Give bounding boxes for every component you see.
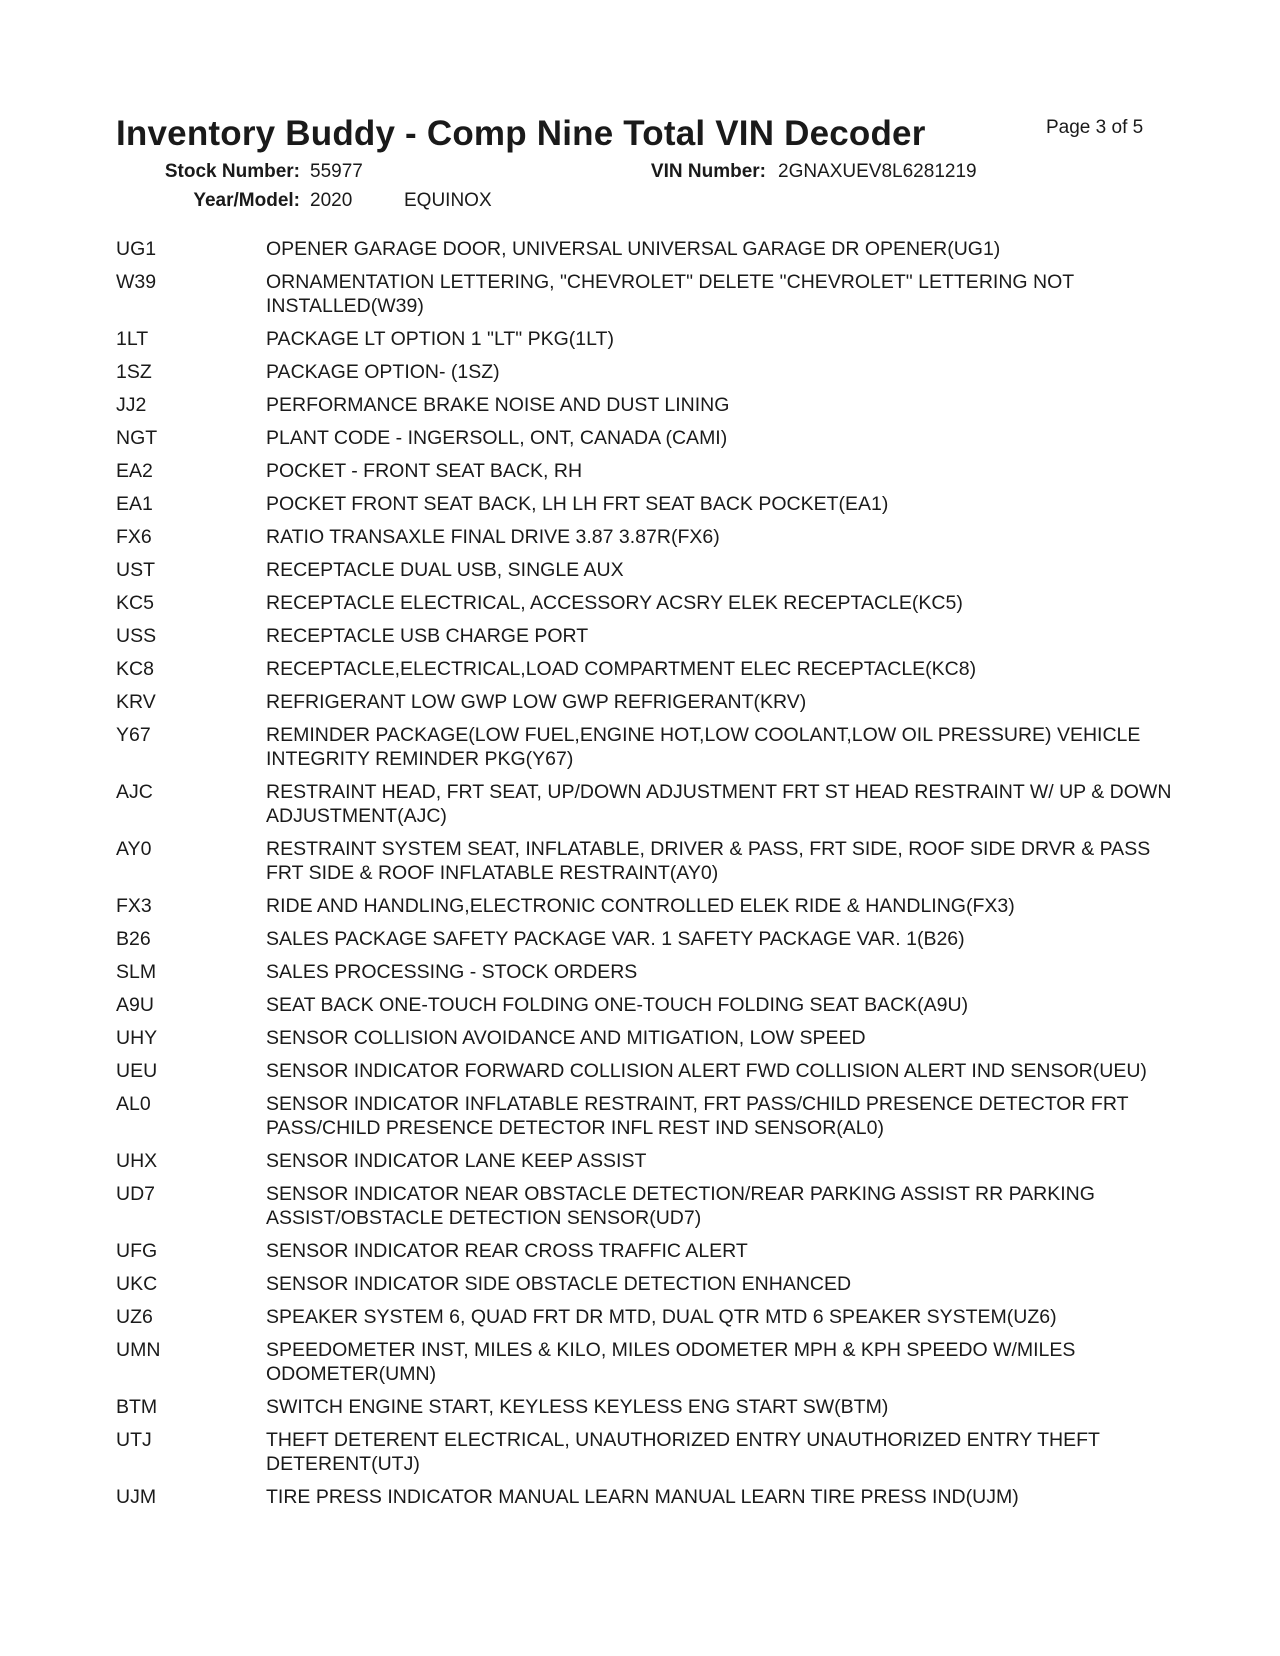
option-code: AL0 xyxy=(116,1093,151,1115)
option-code: UHY xyxy=(116,1027,158,1049)
option-code: SLM xyxy=(116,961,157,983)
option-code: BTM xyxy=(116,1396,158,1418)
option-code: FX6 xyxy=(116,526,152,548)
option-code-row xyxy=(116,657,1176,690)
vin-value: 2GNAXUEV8L6281219 xyxy=(778,161,977,182)
option-description: OPENER GARAGE DOOR, UNIVERSAL UNIVERSAL GARAGE DR OPENER(UG1) xyxy=(266,238,1001,260)
vin-label: VIN Number: xyxy=(650,161,766,182)
option-code-row xyxy=(116,558,1176,591)
option-description: SENSOR INDICATOR INFLATABLE RESTRAINT, FRT PASS/CHILD PRESENCE DETECTOR FRT PASS/CHILD PRESENCE DETECTOR INFL REST IND SENSOR(AL0) xyxy=(266,1093,1129,1139)
option-description: ORNAMENTATION LETTERING, "CHEVROLET" DELETE "CHEVROLET" LETTERING NOT INSTALLED(W39) xyxy=(266,271,1074,317)
option-code-row xyxy=(116,690,1176,723)
option-code: 1SZ xyxy=(116,361,152,383)
option-code-row xyxy=(116,426,1176,459)
option-code-row xyxy=(116,1182,1176,1239)
page-number: Page 3 of 5 xyxy=(1046,117,1144,138)
option-code-row xyxy=(116,1092,1176,1149)
option-code: KC5 xyxy=(116,592,154,614)
option-code: AJC xyxy=(116,781,153,803)
option-code-list xyxy=(116,237,1176,1518)
stock-number-value: 55977 xyxy=(310,161,363,182)
option-description: SALES PROCESSING - STOCK ORDERS xyxy=(266,961,638,983)
option-code-row xyxy=(116,270,1176,327)
option-description: SPEAKER SYSTEM 6, QUAD FRT DR MTD, DUAL QTR MTD 6 SPEAKER SYSTEM(UZ6) xyxy=(266,1306,1057,1328)
option-code-row xyxy=(116,780,1176,837)
option-description: SENSOR INDICATOR NEAR OBSTACLE DETECTION/REAR PARKING ASSIST RR PARKING ASSIST/OBSTACLE DETECTION SENSOR(UD7) xyxy=(266,1183,1095,1229)
option-code-row xyxy=(116,960,1176,993)
option-code-row xyxy=(116,1305,1176,1338)
option-code: EA1 xyxy=(116,493,153,515)
option-description: RECEPTACLE DUAL USB, SINGLE AUX xyxy=(266,559,624,581)
year-model-label: Year/Model: xyxy=(193,190,300,211)
option-description: RECEPTACLE,ELECTRICAL,LOAD COMPARTMENT ELEC RECEPTACLE(KC8) xyxy=(266,658,977,680)
option-description: PACKAGE OPTION- (1SZ) xyxy=(266,361,500,383)
option-description: PERFORMANCE BRAKE NOISE AND DUST LINING xyxy=(266,394,730,416)
option-description: SENSOR COLLISION AVOIDANCE AND MITIGATION, LOW SPEED xyxy=(266,1027,866,1049)
option-description: RESTRAINT HEAD, FRT SEAT, UP/DOWN ADJUSTMENT FRT ST HEAD RESTRAINT W/ UP & DOWN ADJUSTMENT(AJC) xyxy=(266,781,1172,827)
option-code: UEU xyxy=(116,1060,158,1082)
option-code-row xyxy=(116,525,1176,558)
option-code: KC8 xyxy=(116,658,154,680)
option-code: 1LT xyxy=(116,328,149,350)
option-description: SENSOR INDICATOR SIDE OBSTACLE DETECTION ENHANCED xyxy=(266,1273,852,1295)
option-code-row xyxy=(116,1272,1176,1305)
option-code: UD7 xyxy=(116,1183,156,1205)
option-code-row xyxy=(116,723,1176,780)
option-description: REFRIGERANT LOW GWP LOW GWP REFRIGERANT(KRV) xyxy=(266,691,807,713)
option-description: RECEPTACLE ELECTRICAL, ACCESSORY ACSRY ELEK RECEPTACLE(KC5) xyxy=(266,592,963,614)
option-code: NGT xyxy=(116,427,158,449)
option-description: SENSOR INDICATOR LANE KEEP ASSIST xyxy=(266,1150,647,1172)
stock-number-label: Stock Number: xyxy=(164,161,300,182)
option-code: JJ2 xyxy=(116,394,147,416)
year-value: 2020 xyxy=(310,190,353,211)
option-code: UKC xyxy=(116,1273,158,1295)
option-code-row xyxy=(116,1059,1176,1092)
option-description: RECEPTACLE USB CHARGE PORT xyxy=(266,625,589,647)
option-description: SEAT BACK ONE-TOUCH FOLDING ONE-TOUCH FOLDING SEAT BACK(A9U) xyxy=(266,994,969,1016)
option-code-row xyxy=(116,927,1176,960)
option-code: FX3 xyxy=(116,895,152,917)
option-code-row xyxy=(116,1485,1176,1518)
option-code-row xyxy=(116,1428,1176,1485)
option-code-row xyxy=(116,1395,1176,1428)
option-code-row xyxy=(116,1338,1176,1395)
option-code: UFG xyxy=(116,1240,158,1262)
option-code: UZ6 xyxy=(116,1306,153,1328)
option-code: EA2 xyxy=(116,460,153,482)
option-description: THEFT DETERENT ELECTRICAL, UNAUTHORIZED ENTRY UNAUTHORIZED ENTRY THEFT DETERENT(UTJ) xyxy=(266,1429,1100,1475)
option-description: RIDE AND HANDLING,ELECTRONIC CONTROLLED ELEK RIDE & HANDLING(FX3) xyxy=(266,895,1015,917)
option-description: TIRE PRESS INDICATOR MANUAL LEARN MANUAL LEARN TIRE PRESS IND(UJM) xyxy=(266,1486,1019,1508)
option-code: Y67 xyxy=(116,724,151,746)
option-description: RESTRAINT SYSTEM SEAT, INFLATABLE, DRIVER & PASS, FRT SIDE, ROOF SIDE DRVR & PASS FRT SIDE & ROOF INFLATABLE RESTRAINT(AY0) xyxy=(266,838,1151,884)
option-description: SPEEDOMETER INST, MILES & KILO, MILES ODOMETER MPH & KPH SPEEDO W/MILES ODOMETER(UMN) xyxy=(266,1339,1076,1385)
option-code: UHX xyxy=(116,1150,158,1172)
option-code-row xyxy=(116,993,1176,1026)
option-code: UST xyxy=(116,559,155,581)
option-code: KRV xyxy=(116,691,156,713)
option-code: A9U xyxy=(116,994,154,1016)
option-code-row xyxy=(116,1239,1176,1272)
document-title: Inventory Buddy - Comp Nine Total VIN Decoder xyxy=(116,114,926,153)
option-code: UMN xyxy=(116,1339,161,1361)
option-code-row xyxy=(116,1149,1176,1182)
option-description: POCKET FRONT SEAT BACK, LH LH FRT SEAT BACK POCKET(EA1) xyxy=(266,493,889,515)
option-code-row xyxy=(116,624,1176,657)
option-code: AY0 xyxy=(116,838,152,860)
option-description: SALES PACKAGE SAFETY PACKAGE VAR. 1 SAFETY PACKAGE VAR. 1(B26) xyxy=(266,928,965,950)
option-code: USS xyxy=(116,625,157,647)
option-code-row xyxy=(116,837,1176,894)
option-description: PACKAGE LT OPTION 1 "LT" PKG(1LT) xyxy=(266,328,614,350)
option-description: REMINDER PACKAGE(LOW FUEL,ENGINE HOT,LOW COOLANT,LOW OIL PRESSURE) VEHICLE INTEGRITY REMINDER PKG(Y67) xyxy=(266,724,1141,770)
option-code: B26 xyxy=(116,928,151,950)
option-code-row xyxy=(116,327,1176,360)
option-code: UJM xyxy=(116,1486,157,1508)
option-code: UG1 xyxy=(116,238,157,260)
option-code-row xyxy=(116,360,1176,393)
option-description: POCKET - FRONT SEAT BACK, RH xyxy=(266,460,583,482)
option-code-row xyxy=(116,393,1176,426)
model-value: EQUINOX xyxy=(404,190,492,211)
option-description: SWITCH ENGINE START, KEYLESS KEYLESS ENG START SW(BTM) xyxy=(266,1396,889,1418)
option-code-row xyxy=(116,492,1176,525)
option-description: RATIO TRANSAXLE FINAL DRIVE 3.87 3.87R(FX6) xyxy=(266,526,720,548)
option-code-row xyxy=(116,894,1176,927)
option-code-row xyxy=(116,1026,1176,1059)
option-code-row xyxy=(116,237,1176,270)
option-description: SENSOR INDICATOR FORWARD COLLISION ALERT FWD COLLISION ALERT IND SENSOR(UEU) xyxy=(266,1060,1147,1082)
option-code: W39 xyxy=(116,271,157,293)
option-code: UTJ xyxy=(116,1429,152,1451)
option-description: PLANT CODE - INGERSOLL, ONT, CANADA (CAMI) xyxy=(266,427,728,449)
option-description: SENSOR INDICATOR REAR CROSS TRAFFIC ALERT xyxy=(266,1240,748,1262)
option-code-row xyxy=(116,459,1176,492)
option-code-row xyxy=(116,591,1176,624)
